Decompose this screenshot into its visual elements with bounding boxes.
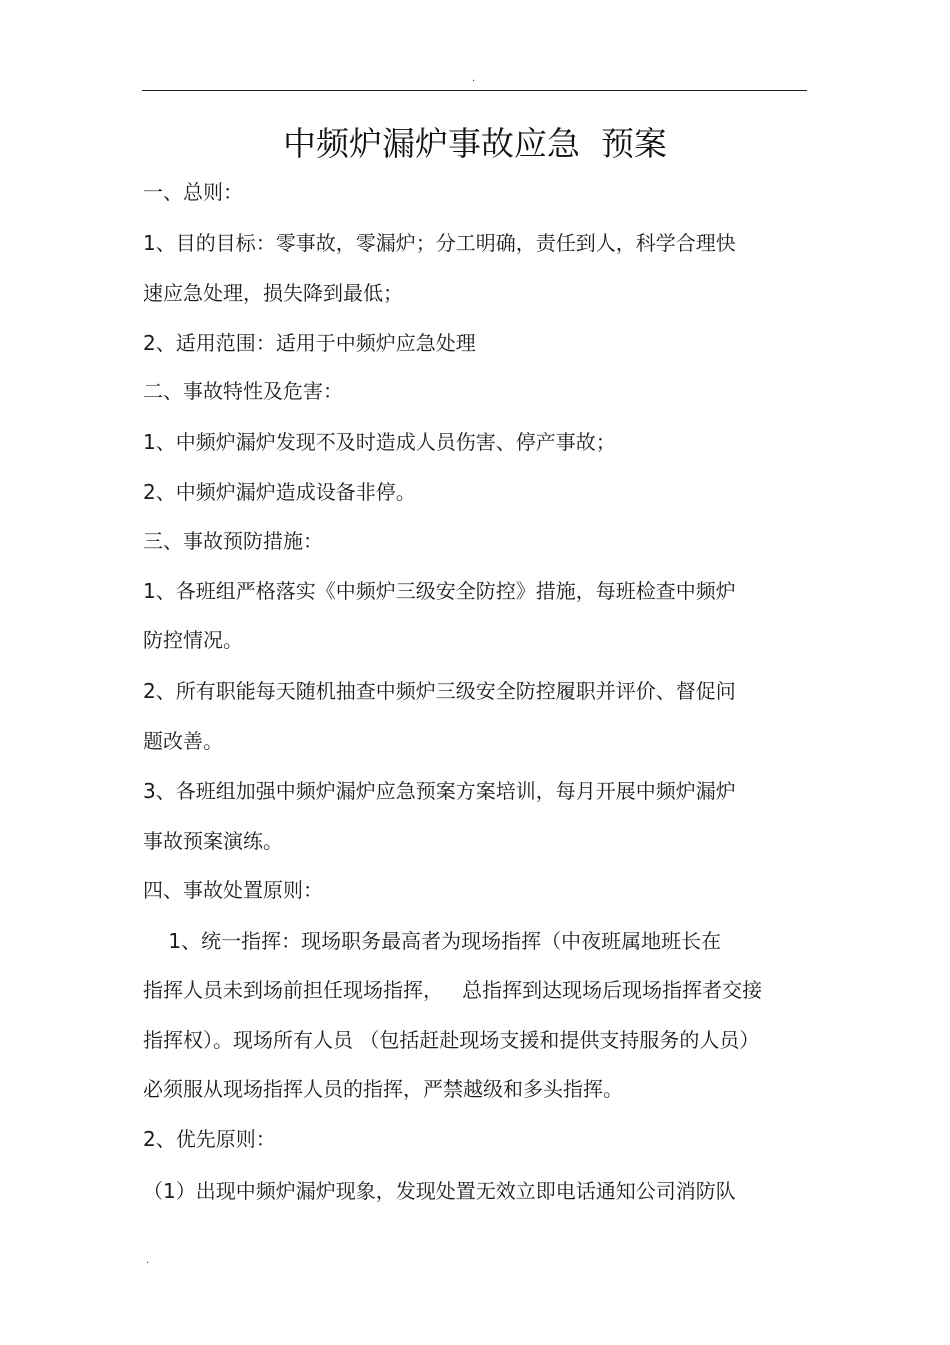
paragraph-line: 必须服从现场指挥人员的指挥，严禁越级和多头指挥。: [143, 1077, 623, 1101]
header-dot: .: [472, 73, 476, 84]
paragraph-line: 3、各班组加强中频炉漏炉应急预案方案培训，每月开展中频炉漏炉: [143, 779, 736, 803]
paragraph-line: 1、统一指挥：现场职务最高者为现场指挥（中夜班属地班长在: [143, 929, 722, 953]
paragraph-line: 指挥人员未到场前担任现场指挥， 总指挥到达现场后现场指挥者交接: [143, 978, 763, 1002]
paragraph-line: 指挥权）。现场所有人员 （包括赶赴现场支援和提供支持服务的人员）: [143, 1028, 760, 1052]
footer-dot: .: [146, 1255, 150, 1266]
section-heading-principles: 四、事故处置原则：: [143, 878, 323, 902]
section-heading-prevention: 三、事故预防措施：: [143, 529, 323, 553]
paragraph-line: 题改善。: [143, 729, 223, 753]
paragraph-line: 2、优先原则：: [143, 1127, 276, 1151]
paragraph-line: 速应急处理，损失降到最低；: [143, 281, 403, 305]
paragraph-line: （1）出现中频炉漏炉现象，发现处置无效立即电话通知公司消防队: [143, 1179, 736, 1203]
section-heading-hazards: 二、事故特性及危害：: [143, 379, 343, 403]
paragraph-line: 2、适用范围：适用于中频炉应急处理: [143, 331, 476, 355]
paragraph-line: 2、中频炉漏炉造成设备非停。: [143, 480, 416, 504]
paragraph-line: 1、各班组严格落实《中频炉三级安全防控》措施，每班检查中频炉: [143, 579, 736, 603]
paragraph-line: 事故预案演练。: [143, 829, 283, 853]
paragraph-line: 防控情况。: [143, 628, 243, 652]
paragraph-line: 1、目的目标：零事故，零漏炉；分工明确，责任到人，科学合理快: [143, 231, 736, 255]
section-heading-general: 一、总则：: [143, 180, 243, 204]
header-rule: [142, 90, 807, 91]
paragraph-line: 1、中频炉漏炉发现不及时造成人员伤害、停产事故；: [143, 430, 616, 454]
paragraph-line: 2、所有职能每天随机抽查中频炉三级安全防控履职并评价、督促问: [143, 679, 736, 703]
document-title: 中频炉漏炉事故应急 预案: [283, 124, 667, 163]
